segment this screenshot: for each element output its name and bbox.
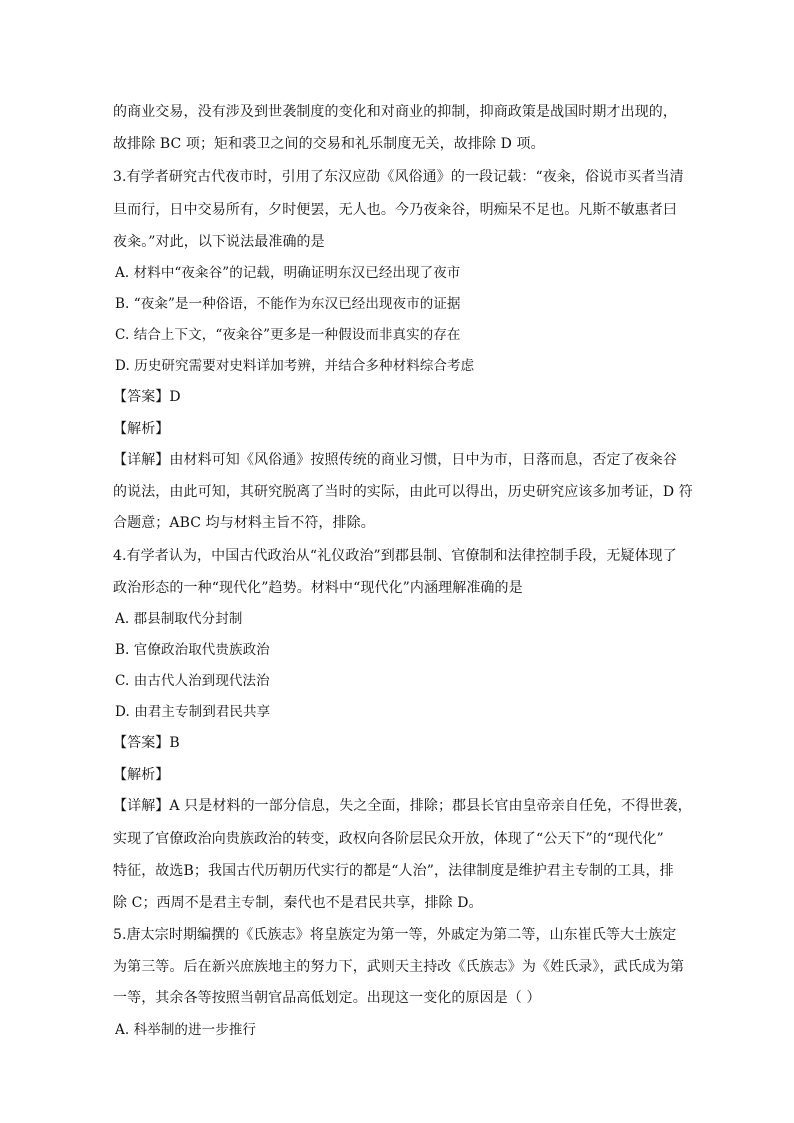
option-d: D. 由君主专制到君民共享 xyxy=(115,704,271,720)
option-c: C. 由古代人治到现代法治 xyxy=(115,673,270,689)
option-a: A. 材料中“夜籴谷”的记载，明确证明东汉已经出现了夜市 xyxy=(115,265,461,281)
text-line: 夜籴。”对此，以下说法最准确的是 xyxy=(113,234,325,250)
explanation-line: 特征，故选B；我国古代历朝历代实行的都是“人治”，法律制度是维护君主专制的工具，排 xyxy=(113,863,674,879)
question-4-stem: 4.有学者认为，中国古代政治从“礼仪政治”到郡县制、官僚制和法律控制手段，无疑体现了 xyxy=(113,548,677,564)
explanation-line: 实现了官僚政治向贵族政治的转变，政权向各阶层民众开放，体现了“公天下”的“现代化” xyxy=(113,831,664,847)
analysis-label: 【解析】 xyxy=(113,421,170,437)
explanation-line: 合题意；ABC 均与材料主旨不符，排除。 xyxy=(113,515,375,531)
explanation-line: 【详解】由材料可知《风俗通》按照传统的商业习惯，日中为市，日落而息，否定了夜籴谷 xyxy=(113,452,677,468)
answer-label: 【答案】B xyxy=(113,735,180,751)
text-line: 为第三等。后在新兴庶族地主的努力下，武则天主持改《氏族志》为《姓氏录》，武氏成为第 xyxy=(113,959,685,975)
answer-label: 【答案】D xyxy=(113,389,181,405)
text-line: 的商业交易，没有涉及到世袭制度的变化和对商业的抑制，抑商政策是战国时期才出现的， xyxy=(113,104,677,120)
text-line: 一等，其余各等按照当朝官品高低划定。出现这一变化的原因是（ ） xyxy=(113,990,541,1006)
text-line: 故排除 BC 项；矩和裘卫之间的交易和礼乐制度无关，故排除 D 项。 xyxy=(113,136,545,152)
option-b: B. 官僚政治取代贵族政治 xyxy=(115,642,270,658)
option-a: A. 郡县制取代分封制 xyxy=(115,611,243,627)
question-3-stem: 3.有学者研究古代夜市时，引用了东汉应劭《风俗通》的一段记载：“夜籴，俗说市买者当清 xyxy=(113,169,684,185)
option-b: B. “夜籴”是一种俗语，不能作为东汉已经出现夜市的证据 xyxy=(115,296,461,312)
text-line: 旦而行，日中交易所有，夕时便罢，无人也。今乃夜籴谷，明痴呆不足也。凡斯不敏惠者曰 xyxy=(113,202,677,218)
option-d: D. 历史研究需要对史料详加考辨，并结合多种材料综合考虑 xyxy=(115,358,475,374)
analysis-label: 【解析】 xyxy=(113,767,170,783)
explanation-line: 【详解】A 只是材料的一部分信息，失之全面，排除；郡县长官由皇帝亲自任免，不得世袭， xyxy=(113,798,692,814)
option-c: C. 结合上下文，“夜籴谷”更多是一种假设而非真实的存在 xyxy=(115,327,461,343)
text-line: 政治形态的一种“现代化”趋势。材料中“现代化”内涵理解准确的是 xyxy=(113,580,523,596)
question-5-stem: 5.唐太宗时期编撰的《氏族志》将皇族定为第一等，外戚定为第二等，山东崔氏等大士族定 xyxy=(113,927,677,943)
explanation-line: 的说法，由此可知，其研究脱离了当时的实际，由此可以得出，历史研究应该多加考证，D 符 xyxy=(113,484,693,500)
option-a: A. 科举制的进一步推行 xyxy=(115,1022,257,1038)
explanation-line: 除 C；西周不是君主专制，秦代也不是君民共享，排除 D。 xyxy=(113,895,483,911)
